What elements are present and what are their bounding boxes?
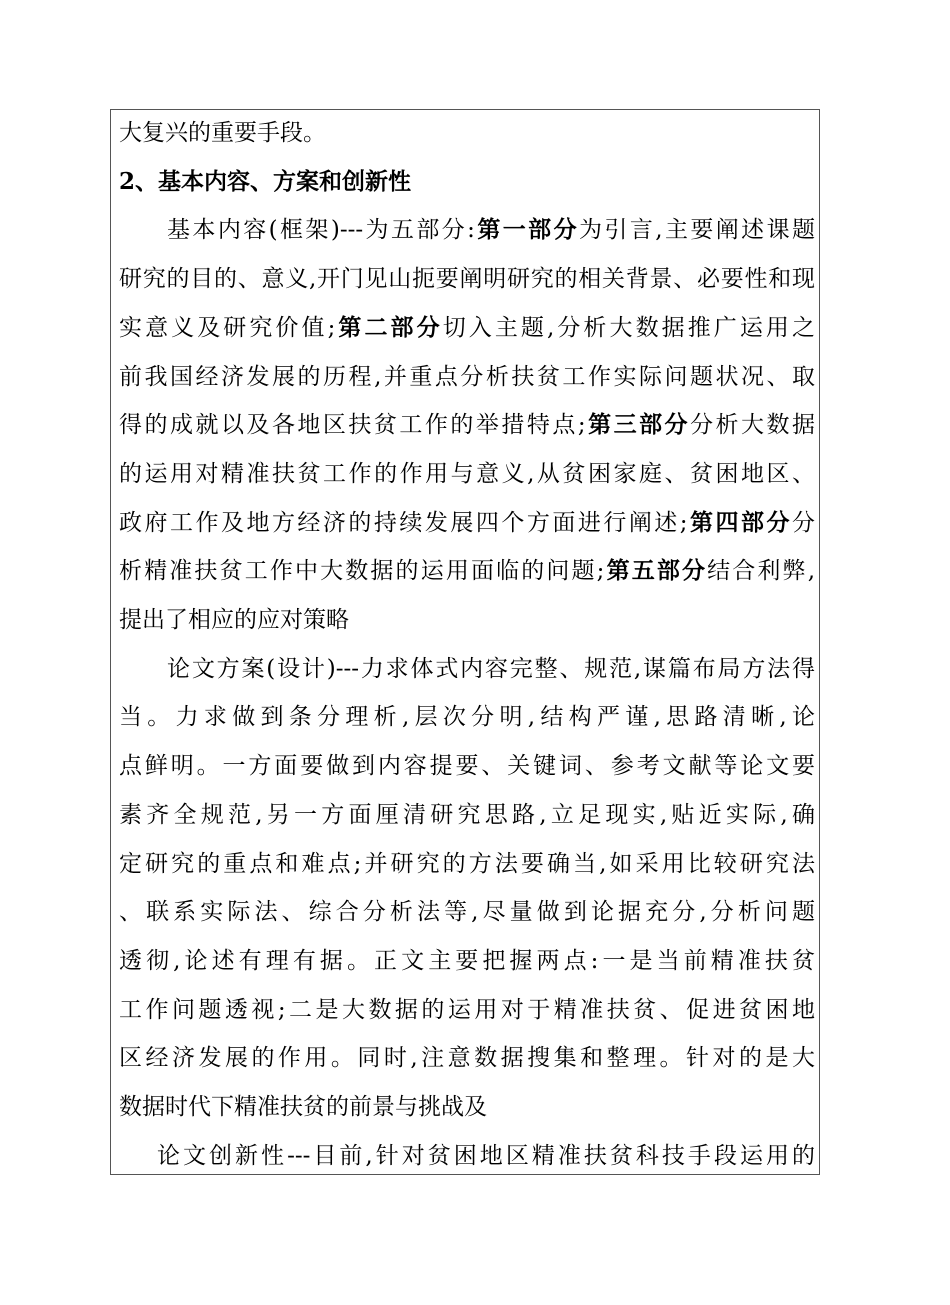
- text-run: 得的成就以及各地区扶贫工作的举措特点;: [119, 412, 586, 439]
- scheme-paragraph-line: [119, 751, 815, 781]
- bold-part-label: 第三部分: [585, 411, 691, 439]
- text-run: 、联系实际法、综合分析法等,尽量做到论据充分,分析问题: [119, 899, 815, 926]
- text-run: 析精准扶贫工作中大数据的运用面临的问题;: [119, 558, 605, 585]
- text-run: 工作问题透视;二是大数据的运用对于精准扶贫、促进贫困地: [119, 996, 815, 1023]
- text-run: 定研究的重点和难点;并研究的方法要确当,如采用比较研究法: [119, 850, 815, 877]
- text-run: 区经济发展的作用。同时,注意数据搜集和整理。针对的是大: [119, 1045, 815, 1072]
- content-paragraph-line: [119, 508, 815, 538]
- text-run: 透彻,论述有理有据。正文主要把握两点:一是当前精准扶贫: [119, 947, 815, 974]
- innovation-paragraph-line: [119, 1141, 815, 1171]
- scheme-paragraph-line: [119, 654, 815, 684]
- content-paragraph-line: [119, 313, 815, 343]
- text-run: 切入主题,分析大数据推广运用之: [442, 314, 815, 341]
- text-run: 提出了相应的应对策略: [119, 607, 349, 633]
- content-paragraph-line: [119, 556, 815, 586]
- content-paragraph-line: [119, 362, 815, 392]
- intro-tail-line: [119, 118, 815, 148]
- text-run: 当。力求做到条分理析,层次分明,结构严谨,思路清晰,论: [119, 704, 815, 731]
- text-run: 政府工作及地方经济的持续发展四个方面进行阐述;: [119, 509, 688, 536]
- text-run: 大复兴的重要手段。: [119, 120, 326, 146]
- bold-part-label: 第四部分: [687, 508, 793, 536]
- text-run: 为引言,主要阐述课题: [579, 217, 815, 244]
- text-run: 结合利弊,: [707, 558, 815, 585]
- text-run: 素齐全规范,另一方面厘清研究思路,立足现实,贴近实际,确: [119, 801, 815, 828]
- text-run: 前我国经济发展的历程,并重点分析扶贫工作实际问题状况、取: [119, 363, 815, 390]
- text-run: 研究的目的、意义,开门见山扼要阐明研究的相关背景、必要性和现: [119, 266, 815, 293]
- text-run: 论文方案(设计)---力求体式内容完整、规范,谋篇布局方法得: [167, 655, 815, 682]
- text-run: 数据时代下精准扶贫的前景与挑战及: [119, 1094, 487, 1120]
- content-paragraph-line: [119, 215, 815, 245]
- scheme-paragraph-line: [119, 800, 815, 830]
- scheme-paragraph-line: [119, 995, 815, 1025]
- text-run: 实意义及研究价值;: [119, 314, 336, 341]
- scheme-paragraph-line: [119, 897, 815, 927]
- scheme-paragraph-line: [119, 1043, 815, 1073]
- scheme-paragraph-line: [119, 946, 815, 976]
- scheme-paragraph-line: [119, 702, 815, 732]
- text-run: 基本内容(框架)---为五部分:: [167, 217, 475, 244]
- text-run: 点鲜明。一方面要做到内容提要、关键词、参考文献等论文要: [119, 753, 815, 780]
- content-paragraph-line: [119, 605, 815, 635]
- text-run: 分: [792, 509, 815, 536]
- content-paragraph-line: [119, 459, 815, 489]
- text-run: 论文创新性---目前,针对贫困地区精准扶贫科技手段运用的: [157, 1142, 815, 1169]
- content-paragraph-line: [119, 264, 815, 294]
- text-run: 的运用对精准扶贫工作的作用与意义,从贫困家庭、贫困地区、: [119, 460, 815, 487]
- bold-part-label: 第二部分: [335, 313, 443, 341]
- scheme-paragraph-line: [119, 1092, 815, 1122]
- bold-part-label: 第一部分: [474, 216, 579, 244]
- bold-part-label: 2、基本内容、方案和创新性: [119, 167, 412, 195]
- section-heading: [119, 167, 815, 197]
- content-paragraph-line: [119, 410, 815, 440]
- text-run: 分析大数据: [690, 412, 815, 439]
- bold-part-label: 第五部分: [604, 557, 708, 585]
- scheme-paragraph-line: [119, 849, 815, 879]
